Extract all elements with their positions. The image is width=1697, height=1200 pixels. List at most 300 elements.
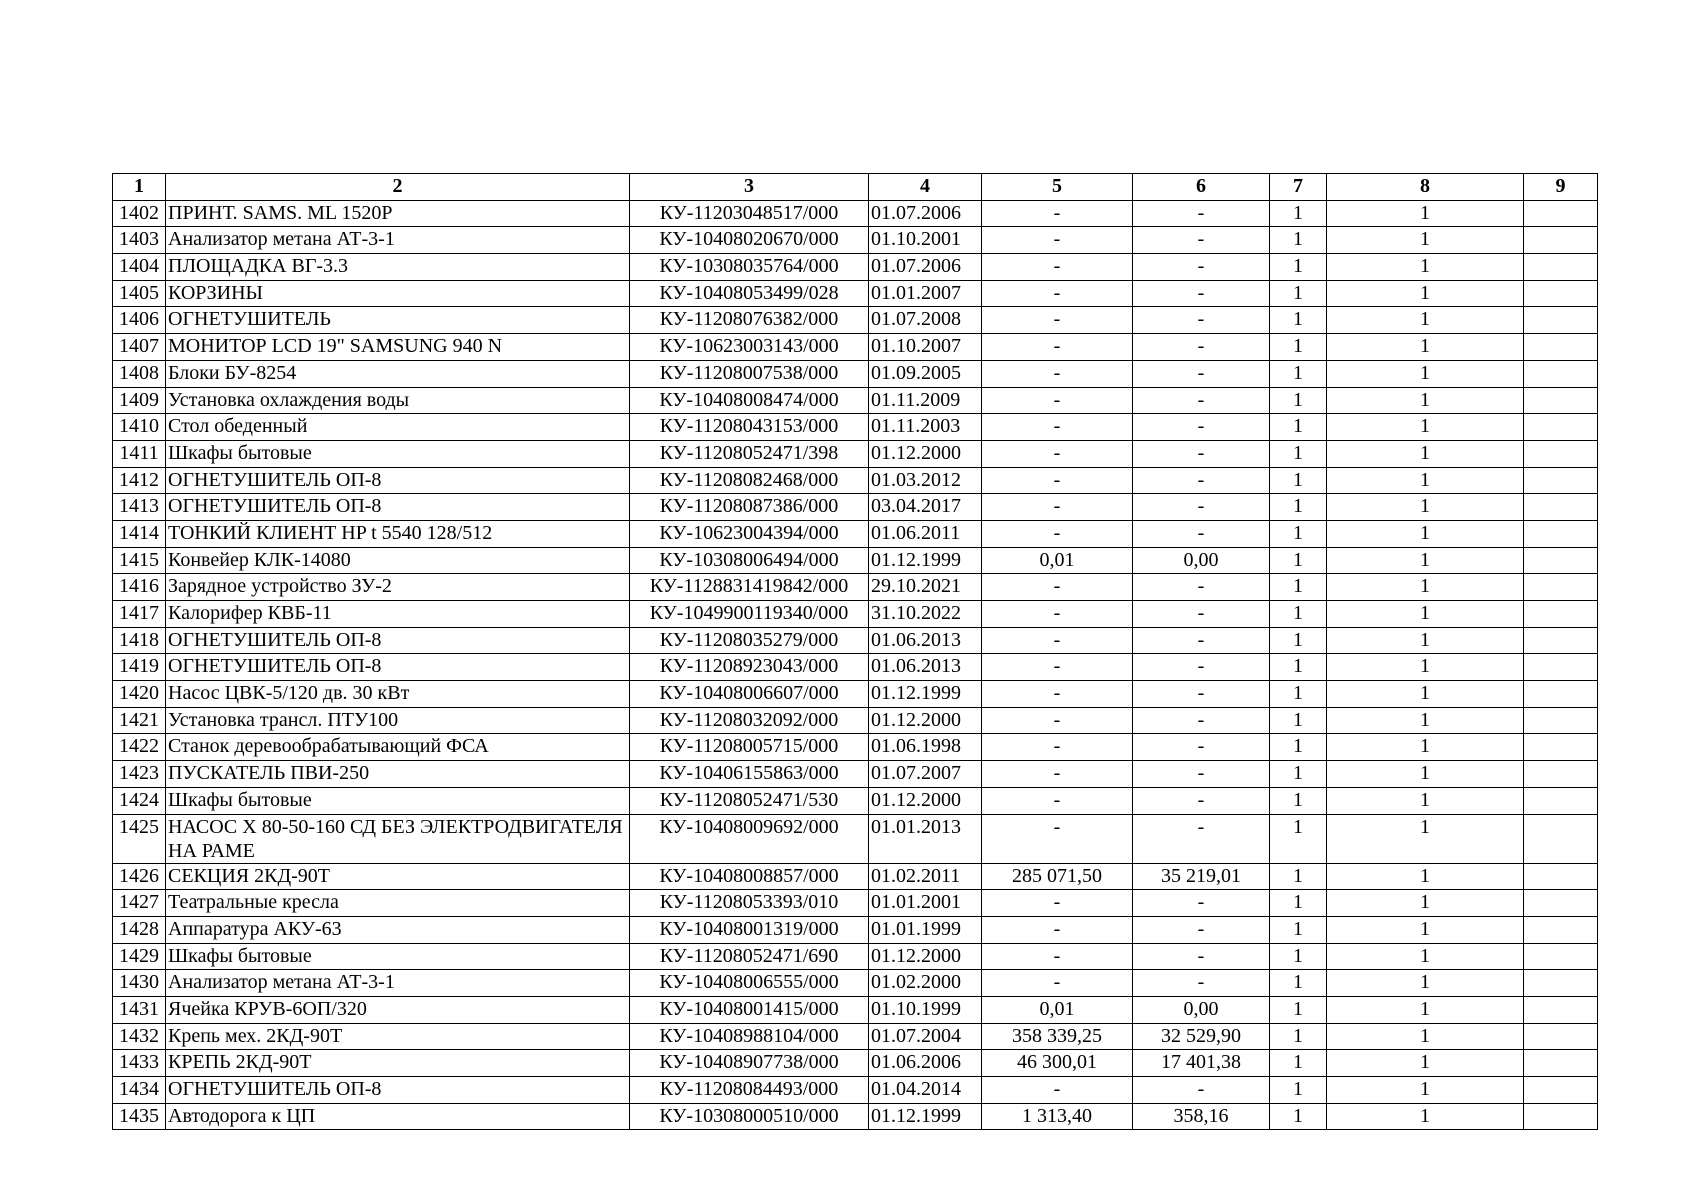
commission-date: 01.10.2001 — [869, 227, 982, 254]
table-row — [113, 1103, 1598, 1130]
value-col-5: - — [982, 681, 1133, 708]
table-row — [113, 916, 1598, 943]
qty-col-7: 1 — [1270, 520, 1327, 547]
value-col-6: - — [1133, 761, 1270, 788]
value-col-5: - — [982, 494, 1133, 521]
value-col-5: - — [982, 1077, 1133, 1104]
value-col-6: - — [1133, 200, 1270, 227]
inventory-code: КУ-11203048517/000 — [630, 200, 869, 227]
row-number: 1431 — [113, 996, 166, 1023]
column-header-1: 1 — [113, 174, 166, 201]
commission-date: 01.02.2011 — [869, 863, 982, 890]
value-col-6: - — [1133, 943, 1270, 970]
commission-date: 29.10.2021 — [869, 574, 982, 601]
value-col-5: - — [982, 334, 1133, 361]
asset-name: ОГНЕТУШИТЕЛЬ ОП-8 — [166, 654, 630, 681]
note-col-9 — [1524, 761, 1598, 788]
table-row — [113, 387, 1598, 414]
inventory-code: КУ-11208087386/000 — [630, 494, 869, 521]
qty-col-7: 1 — [1270, 414, 1327, 441]
table-row — [113, 334, 1598, 361]
inventory-code: КУ-10308035764/000 — [630, 254, 869, 281]
value-col-6: - — [1133, 654, 1270, 681]
note-col-9 — [1524, 387, 1598, 414]
commission-date: 01.07.2008 — [869, 307, 982, 334]
table-row — [113, 574, 1598, 601]
qty-col-7: 1 — [1270, 200, 1327, 227]
value-col-5: - — [982, 734, 1133, 761]
inventory-table — [112, 173, 1598, 1130]
qty-col-7: 1 — [1270, 467, 1327, 494]
table-row — [113, 970, 1598, 997]
row-number: 1421 — [113, 707, 166, 734]
table-row — [113, 627, 1598, 654]
inventory-code: КУ-10408006607/000 — [630, 681, 869, 708]
row-number: 1403 — [113, 227, 166, 254]
qty-col-7: 1 — [1270, 254, 1327, 281]
asset-name: Театральные кресла — [166, 890, 630, 917]
column-header-8: 8 — [1327, 174, 1524, 201]
value-col-5: 358 339,25 — [982, 1023, 1133, 1050]
note-col-9 — [1524, 814, 1598, 863]
table-row — [113, 761, 1598, 788]
value-col-5: - — [982, 280, 1133, 307]
row-number: 1412 — [113, 467, 166, 494]
qty-col-8: 1 — [1327, 334, 1524, 361]
row-number: 1424 — [113, 787, 166, 814]
asset-name: Стол обеденный — [166, 414, 630, 441]
value-col-6: 0,00 — [1133, 547, 1270, 574]
note-col-9 — [1524, 1023, 1598, 1050]
commission-date: 03.04.2017 — [869, 494, 982, 521]
value-col-5: 1 313,40 — [982, 1103, 1133, 1130]
inventory-code: КУ-11208005715/000 — [630, 734, 869, 761]
qty-col-7: 1 — [1270, 1050, 1327, 1077]
asset-name: ОГНЕТУШИТЕЛЬ ОП-8 — [166, 467, 630, 494]
table-row — [113, 254, 1598, 281]
table-row — [113, 654, 1598, 681]
qty-col-7: 1 — [1270, 681, 1327, 708]
value-col-5: - — [982, 916, 1133, 943]
qty-col-8: 1 — [1327, 227, 1524, 254]
inventory-code: КУ-10408020670/000 — [630, 227, 869, 254]
asset-name: КОРЗИНЫ — [166, 280, 630, 307]
qty-col-7: 1 — [1270, 547, 1327, 574]
asset-name: Автодорога к ЦП — [166, 1103, 630, 1130]
row-number: 1420 — [113, 681, 166, 708]
qty-col-7: 1 — [1270, 627, 1327, 654]
qty-col-7: 1 — [1270, 970, 1327, 997]
commission-date: 01.04.2014 — [869, 1077, 982, 1104]
qty-col-8: 1 — [1327, 254, 1524, 281]
qty-col-8: 1 — [1327, 890, 1524, 917]
note-col-9 — [1524, 890, 1598, 917]
table-row — [113, 280, 1598, 307]
value-col-5: - — [982, 440, 1133, 467]
row-number: 1408 — [113, 360, 166, 387]
table-body — [113, 200, 1598, 1130]
inventory-code: КУ-10308006494/000 — [630, 547, 869, 574]
qty-col-8: 1 — [1327, 1077, 1524, 1104]
value-col-5: 0,01 — [982, 996, 1133, 1023]
table-row — [113, 996, 1598, 1023]
qty-col-8: 1 — [1327, 627, 1524, 654]
row-number: 1434 — [113, 1077, 166, 1104]
commission-date: 01.11.2009 — [869, 387, 982, 414]
qty-col-7: 1 — [1270, 863, 1327, 890]
commission-date: 01.07.2006 — [869, 254, 982, 281]
qty-col-8: 1 — [1327, 387, 1524, 414]
asset-name: Крепь мех. 2КД-90Т — [166, 1023, 630, 1050]
value-col-5: - — [982, 254, 1133, 281]
asset-name: Шкафы бытовые — [166, 440, 630, 467]
table-row — [113, 467, 1598, 494]
inventory-code: КУ-11208053393/010 — [630, 890, 869, 917]
value-col-5: - — [982, 627, 1133, 654]
value-col-5: 0,01 — [982, 547, 1133, 574]
inventory-code: КУ-1049900119340/000 — [630, 601, 869, 628]
table-row — [113, 307, 1598, 334]
table-row — [113, 1023, 1598, 1050]
asset-name: Установка трансл. ПТУ100 — [166, 707, 630, 734]
value-col-6: - — [1133, 307, 1270, 334]
qty-col-8: 1 — [1327, 307, 1524, 334]
inventory-code: КУ-11208032092/000 — [630, 707, 869, 734]
asset-name: Шкафы бытовые — [166, 787, 630, 814]
inventory-code: КУ-10408907738/000 — [630, 1050, 869, 1077]
note-col-9 — [1524, 601, 1598, 628]
qty-col-8: 1 — [1327, 200, 1524, 227]
note-col-9 — [1524, 996, 1598, 1023]
note-col-9 — [1524, 520, 1598, 547]
value-col-5: - — [982, 654, 1133, 681]
commission-date: 01.03.2012 — [869, 467, 982, 494]
row-number: 1413 — [113, 494, 166, 521]
inventory-code: КУ-11208084493/000 — [630, 1077, 869, 1104]
inventory-code: КУ-10406155863/000 — [630, 761, 869, 788]
qty-col-8: 1 — [1327, 943, 1524, 970]
row-number: 1415 — [113, 547, 166, 574]
value-col-6: - — [1133, 280, 1270, 307]
qty-col-7: 1 — [1270, 1103, 1327, 1130]
value-col-5: - — [982, 943, 1133, 970]
value-col-5: 46 300,01 — [982, 1050, 1133, 1077]
qty-col-8: 1 — [1327, 970, 1524, 997]
inventory-code: КУ-10408001319/000 — [630, 916, 869, 943]
value-col-5: - — [982, 360, 1133, 387]
asset-name: ОГНЕТУШИТЕЛЬ ОП-8 — [166, 627, 630, 654]
qty-col-8: 1 — [1327, 601, 1524, 628]
commission-date: 01.12.1999 — [869, 547, 982, 574]
note-col-9 — [1524, 360, 1598, 387]
qty-col-7: 1 — [1270, 654, 1327, 681]
qty-col-7: 1 — [1270, 943, 1327, 970]
note-col-9 — [1524, 334, 1598, 361]
note-col-9 — [1524, 707, 1598, 734]
qty-col-8: 1 — [1327, 547, 1524, 574]
commission-date: 01.10.1999 — [869, 996, 982, 1023]
table-row — [113, 227, 1598, 254]
qty-col-7: 1 — [1270, 707, 1327, 734]
inventory-code: КУ-11208052471/690 — [630, 943, 869, 970]
asset-name: ПРИНТ. SAMS. ML 1520P — [166, 200, 630, 227]
note-col-9 — [1524, 307, 1598, 334]
table-row — [113, 601, 1598, 628]
row-number: 1426 — [113, 863, 166, 890]
asset-name: Анализатор метана АТ-3-1 — [166, 227, 630, 254]
note-col-9 — [1524, 1103, 1598, 1130]
asset-name: КРЕПЬ 2КД-90Т — [166, 1050, 630, 1077]
value-col-5: - — [982, 601, 1133, 628]
qty-col-8: 1 — [1327, 814, 1524, 863]
qty-col-7: 1 — [1270, 1023, 1327, 1050]
value-col-6: - — [1133, 916, 1270, 943]
table-row — [113, 440, 1598, 467]
asset-name: Зарядное устройство ЗУ-2 — [166, 574, 630, 601]
value-col-6: 32 529,90 — [1133, 1023, 1270, 1050]
value-col-6: - — [1133, 1077, 1270, 1104]
value-col-6: - — [1133, 414, 1270, 441]
column-header-2: 2 — [166, 174, 630, 201]
inventory-sheet — [112, 173, 1598, 1130]
row-number: 1404 — [113, 254, 166, 281]
row-number: 1405 — [113, 280, 166, 307]
row-number: 1419 — [113, 654, 166, 681]
inventory-code: КУ-10623003143/000 — [630, 334, 869, 361]
note-col-9 — [1524, 254, 1598, 281]
qty-col-8: 1 — [1327, 520, 1524, 547]
row-number: 1429 — [113, 943, 166, 970]
table-row — [113, 863, 1598, 890]
qty-col-8: 1 — [1327, 787, 1524, 814]
inventory-code: КУ-11208007538/000 — [630, 360, 869, 387]
commission-date: 01.06.2013 — [869, 654, 982, 681]
value-col-6: - — [1133, 227, 1270, 254]
asset-name: СЕКЦИЯ 2КД-90Т — [166, 863, 630, 890]
asset-name: Аппаратура АКУ-63 — [166, 916, 630, 943]
row-number: 1422 — [113, 734, 166, 761]
table-row — [113, 681, 1598, 708]
qty-col-8: 1 — [1327, 734, 1524, 761]
commission-date: 01.12.2000 — [869, 707, 982, 734]
qty-col-7: 1 — [1270, 890, 1327, 917]
value-col-6: - — [1133, 520, 1270, 547]
value-col-5: - — [982, 520, 1133, 547]
value-col-5: - — [982, 814, 1133, 863]
note-col-9 — [1524, 440, 1598, 467]
qty-col-8: 1 — [1327, 681, 1524, 708]
qty-col-8: 1 — [1327, 1050, 1524, 1077]
commission-date: 01.12.2000 — [869, 440, 982, 467]
asset-name: Насос ЦВК-5/120 дв. 30 кВт — [166, 681, 630, 708]
value-col-6: - — [1133, 334, 1270, 361]
note-col-9 — [1524, 734, 1598, 761]
qty-col-8: 1 — [1327, 414, 1524, 441]
row-number: 1409 — [113, 387, 166, 414]
note-col-9 — [1524, 970, 1598, 997]
value-col-5: - — [982, 761, 1133, 788]
commission-date: 01.06.1998 — [869, 734, 982, 761]
qty-col-7: 1 — [1270, 307, 1327, 334]
asset-name: НАСОС Х 80-50-160 СД БЕЗ ЭЛЕКТРОДВИГАТЕЛЯ НА РАМЕ — [166, 814, 630, 863]
inventory-code: КУ-10308000510/000 — [630, 1103, 869, 1130]
note-col-9 — [1524, 627, 1598, 654]
value-col-5: - — [982, 787, 1133, 814]
row-number: 1435 — [113, 1103, 166, 1130]
note-col-9 — [1524, 863, 1598, 890]
note-col-9 — [1524, 547, 1598, 574]
commission-date: 01.10.2007 — [869, 334, 982, 361]
qty-col-8: 1 — [1327, 360, 1524, 387]
table-row — [113, 943, 1598, 970]
inventory-code: КУ-10408006555/000 — [630, 970, 869, 997]
commission-date: 01.12.1999 — [869, 681, 982, 708]
inventory-code: КУ-10408053499/028 — [630, 280, 869, 307]
qty-col-7: 1 — [1270, 916, 1327, 943]
value-col-5: - — [982, 707, 1133, 734]
qty-col-7: 1 — [1270, 814, 1327, 863]
commission-date: 01.01.2013 — [869, 814, 982, 863]
row-number: 1406 — [113, 307, 166, 334]
table-row — [113, 414, 1598, 441]
row-number: 1427 — [113, 890, 166, 917]
value-col-6: - — [1133, 467, 1270, 494]
value-col-6: - — [1133, 734, 1270, 761]
note-col-9 — [1524, 280, 1598, 307]
note-col-9 — [1524, 200, 1598, 227]
table-row — [113, 814, 1598, 863]
asset-name: Шкафы бытовые — [166, 943, 630, 970]
value-col-6: - — [1133, 601, 1270, 628]
commission-date: 01.01.1999 — [869, 916, 982, 943]
value-col-6: - — [1133, 440, 1270, 467]
inventory-code: КУ-11208923043/000 — [630, 654, 869, 681]
table-row — [113, 1050, 1598, 1077]
inventory-code: КУ-10408009692/000 — [630, 814, 869, 863]
column-header-3: 3 — [630, 174, 869, 201]
commission-date: 01.06.2006 — [869, 1050, 982, 1077]
row-number: 1432 — [113, 1023, 166, 1050]
row-number: 1407 — [113, 334, 166, 361]
note-col-9 — [1524, 681, 1598, 708]
asset-name: Калорифер КВБ-11 — [166, 601, 630, 628]
commission-date: 01.07.2006 — [869, 200, 982, 227]
note-col-9 — [1524, 227, 1598, 254]
column-header-4: 4 — [869, 174, 982, 201]
row-number: 1433 — [113, 1050, 166, 1077]
qty-col-7: 1 — [1270, 761, 1327, 788]
column-header-7: 7 — [1270, 174, 1327, 201]
qty-col-8: 1 — [1327, 440, 1524, 467]
qty-col-8: 1 — [1327, 916, 1524, 943]
value-col-6: - — [1133, 681, 1270, 708]
value-col-6: 0,00 — [1133, 996, 1270, 1023]
commission-date: 01.09.2005 — [869, 360, 982, 387]
note-col-9 — [1524, 1050, 1598, 1077]
qty-col-7: 1 — [1270, 734, 1327, 761]
qty-col-7: 1 — [1270, 440, 1327, 467]
table-row — [113, 787, 1598, 814]
row-number: 1428 — [113, 916, 166, 943]
value-col-5: - — [982, 414, 1133, 441]
qty-col-7: 1 — [1270, 574, 1327, 601]
value-col-5: 285 071,50 — [982, 863, 1133, 890]
table-row — [113, 734, 1598, 761]
asset-name: Установка охлаждения воды — [166, 387, 630, 414]
value-col-6: - — [1133, 360, 1270, 387]
asset-name: Конвейер КЛК-14080 — [166, 547, 630, 574]
commission-date: 01.06.2013 — [869, 627, 982, 654]
value-col-5: - — [982, 387, 1133, 414]
value-col-6: 358,16 — [1133, 1103, 1270, 1130]
value-col-6: 17 401,38 — [1133, 1050, 1270, 1077]
qty-col-7: 1 — [1270, 360, 1327, 387]
table-row — [113, 890, 1598, 917]
qty-col-8: 1 — [1327, 574, 1524, 601]
qty-col-7: 1 — [1270, 601, 1327, 628]
inventory-code: КУ-10408001415/000 — [630, 996, 869, 1023]
commission-date: 01.02.2000 — [869, 970, 982, 997]
qty-col-8: 1 — [1327, 654, 1524, 681]
inventory-code: КУ-11208035279/000 — [630, 627, 869, 654]
row-number: 1430 — [113, 970, 166, 997]
note-col-9 — [1524, 787, 1598, 814]
row-number: 1425 — [113, 814, 166, 863]
asset-name: ПЛОЩАДКА ВГ-3.3 — [166, 254, 630, 281]
value-col-6: - — [1133, 574, 1270, 601]
inventory-code: КУ-11208043153/000 — [630, 414, 869, 441]
asset-name: ПУСКАТЕЛЬ ПВИ-250 — [166, 761, 630, 788]
table-row — [113, 1077, 1598, 1104]
commission-date: 01.06.2011 — [869, 520, 982, 547]
note-col-9 — [1524, 574, 1598, 601]
commission-date: 01.12.2000 — [869, 943, 982, 970]
value-col-6: 35 219,01 — [1133, 863, 1270, 890]
table-row — [113, 494, 1598, 521]
qty-col-8: 1 — [1327, 1023, 1524, 1050]
commission-date: 01.12.1999 — [869, 1103, 982, 1130]
value-col-6: - — [1133, 814, 1270, 863]
inventory-code: КУ-11208076382/000 — [630, 307, 869, 334]
commission-date: 31.10.2022 — [869, 601, 982, 628]
asset-name: ОГНЕТУШИТЕЛЬ ОП-8 — [166, 1077, 630, 1104]
qty-col-7: 1 — [1270, 996, 1327, 1023]
row-number: 1410 — [113, 414, 166, 441]
column-header-9: 9 — [1524, 174, 1598, 201]
table-row — [113, 520, 1598, 547]
qty-col-8: 1 — [1327, 280, 1524, 307]
asset-name: Блоки БУ-8254 — [166, 360, 630, 387]
note-col-9 — [1524, 414, 1598, 441]
qty-col-7: 1 — [1270, 1077, 1327, 1104]
value-col-5: - — [982, 890, 1133, 917]
column-header-5: 5 — [982, 174, 1133, 201]
inventory-code: КУ-10623004394/000 — [630, 520, 869, 547]
note-col-9 — [1524, 494, 1598, 521]
commission-date: 01.07.2007 — [869, 761, 982, 788]
note-col-9 — [1524, 916, 1598, 943]
commission-date: 01.11.2003 — [869, 414, 982, 441]
value-col-6: - — [1133, 787, 1270, 814]
row-number: 1418 — [113, 627, 166, 654]
note-col-9 — [1524, 467, 1598, 494]
table-row — [113, 200, 1598, 227]
commission-date: 01.07.2004 — [869, 1023, 982, 1050]
inventory-code: КУ-11208052471/398 — [630, 440, 869, 467]
column-header-6: 6 — [1133, 174, 1270, 201]
qty-col-8: 1 — [1327, 761, 1524, 788]
table-row — [113, 360, 1598, 387]
